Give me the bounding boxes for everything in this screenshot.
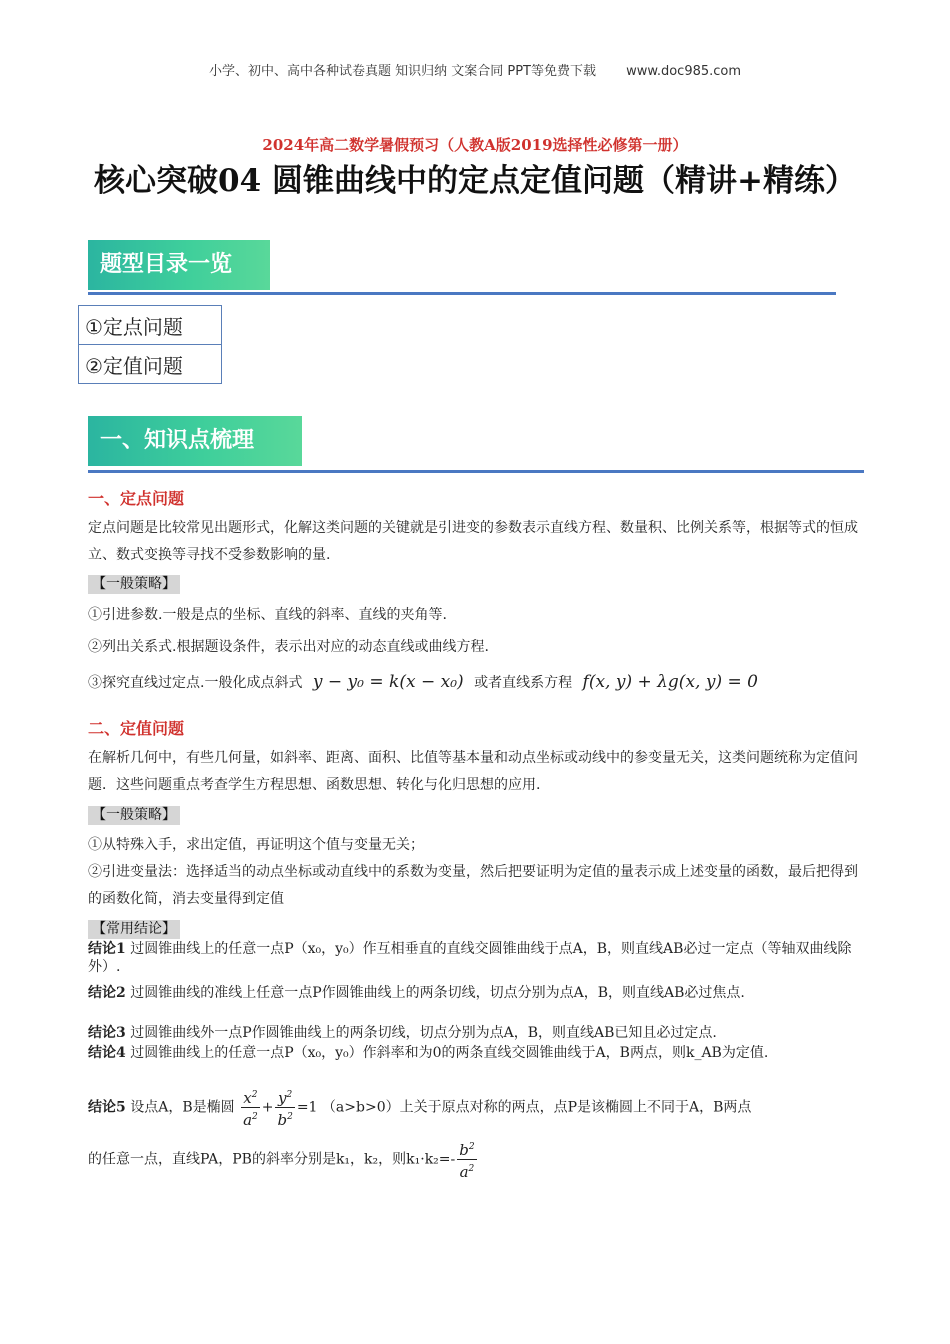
header-text: 小学、初中、高中各种试卷真题 知识归纳 文案合同 PPT等免费下载: [208, 64, 596, 79]
toc-item-fixed-point[interactable]: ①定点问题: [79, 306, 222, 345]
strategy1-item3-pre: ③探究直线过定点.一般化成点斜式: [88, 675, 303, 691]
toc-item-fixed-value[interactable]: ②定值问题: [79, 345, 222, 384]
conclusion-2-text: 过圆锥曲线的准线上任意一点P作圆锥曲线上的两条切线，切点分别为点A，B，则直线AB必过焦点.: [130, 985, 745, 1001]
conclusion-3-text: 过圆锥曲线外一点P作圆锥曲线上的两条切线，切点分别为点A，B，则直线AB已知且必过定点.: [130, 1025, 717, 1041]
banner-toc: [88, 240, 270, 290]
strategy-tag-2: 【一般策略】: [88, 806, 180, 825]
strategy2-item1: ①从特殊入手，求出定值，再证明这个值与变量无关；: [88, 837, 424, 853]
conclusions-tag: 【常用结论】: [88, 920, 180, 939]
strategy1-item2: ②列出关系式.根据题设条件，表示出对应的动态直线或曲线方程.: [88, 639, 489, 655]
conclusion-5-label: 结论5: [88, 1099, 126, 1116]
header-site-link[interactable]: www.doc985.com: [626, 64, 742, 79]
banner-knowledge-underline: [88, 470, 864, 473]
conclusion-5-line2-text: 的任意一点，直线PA，PB的斜率分别是k₁，k₂，则k₁·k₂=-: [88, 1151, 456, 1168]
conclusion-2-label: 结论2: [88, 985, 126, 1001]
strategy1-item1: ①引进参数.一般是点的坐标、直线的斜率、直线的夹角等.: [88, 607, 447, 623]
section-fixed-point-heading: 一、定点问题: [88, 489, 185, 508]
document-subtitle: 2024年高二数学暑假预习（人教A版2019选择性必修第一册）: [262, 136, 688, 154]
strategy1-item3-mid: 或者直线系方程: [474, 675, 573, 691]
conclusion-4-label: 结论4: [88, 1045, 126, 1061]
document-title: 核心突破04 圆锥曲线中的定点定值问题（精讲+精练）: [94, 163, 856, 199]
conclusion-3-label: 结论3: [88, 1025, 126, 1041]
conclusion-1: [88, 940, 864, 976]
conclusion-1-text: 过圆锥曲线上的任意一点P（x₀，y₀）作互相垂直的直线交圆锥曲线于点A，B，则直线AB必过一定点（等轴双曲线除外）.: [88, 941, 852, 975]
point-slope-formula: y − y₀ = k(x − x₀): [312, 672, 464, 692]
conclusion-5: 结论5 设点A，B是椭圆 $\frac{x^2}{a^2}$ + $\frac{y^2}{b^2}$ =1 （a>b>0）上关于原点对称的两点，点P是该椭圆上不同于A，B两点: [88, 1086, 864, 1129]
line-system-formula: f(x, y) + λg(x, y) = 0: [582, 672, 758, 692]
conclusion-2: [88, 984, 864, 1002]
conclusion-4-text: 过圆锥曲线上的任意一点P（x₀，y₀）作斜率和为0的两条直线交圆锥曲线于A，B两点，则k_AB为定值.: [130, 1045, 769, 1061]
ellipse-x-term: $\frac{x^2}{a^2}$: [241, 1086, 260, 1129]
banner-toc-underline: [88, 292, 836, 295]
conclusion-5-line2: [88, 1138, 864, 1181]
banner-knowledge: [88, 416, 302, 466]
conclusion-5-condition: （a>b>0）上关于原点对称的两点，点P是该椭圆上不同于A，B两点: [321, 1099, 752, 1116]
banner-toc-label: 题型目录一览: [100, 252, 233, 277]
section-fixed-value-paragraph: 在解析几何中，有些几何量，如斜率、距离、面积、比值等基本量和动点坐标或动线中的参变量无关，这类问题统称为定值问题．这些问题重点考查学生方程思想、函数思想、转化与化归思想的应用.: [88, 750, 858, 793]
conclusion-3: [88, 1024, 864, 1042]
toc-table: [78, 305, 222, 384]
conclusion-1-label: 结论1: [88, 941, 126, 957]
section-fixed-point-paragraph: 定点问题是比较常见出题形式，化解这类问题的关键就是引进变的参数表示直线方程、数量积、比例关系等，根据等式的恒成立、数式变换等寻找不受参数影响的量.: [88, 520, 858, 563]
section-fixed-value-heading: 二、定值问题: [88, 719, 185, 738]
strategy-tag-1: 【一般策略】: [88, 575, 180, 594]
top-header-bar: [0, 60, 950, 79]
strategy2-item2: ②引进变量法：选择适当的动点坐标或动直线中的系数为变量，然后把要证明为定值的量表示成上述变量的函数，最后把得到的函数化简，消去变量得到定值: [88, 864, 858, 907]
ellipse-y-term: $\frac{y^2}{b^2}$: [275, 1086, 294, 1129]
conclusion-5-pre: 设点A，B是椭圆: [130, 1099, 235, 1116]
slope-product-fraction: $\frac{b^2}{a^2}$: [457, 1138, 476, 1181]
conclusion-4: [88, 1044, 864, 1062]
strategy1-item3: [88, 672, 764, 692]
banner-knowledge-label: 一、知识点梳理: [100, 428, 255, 453]
